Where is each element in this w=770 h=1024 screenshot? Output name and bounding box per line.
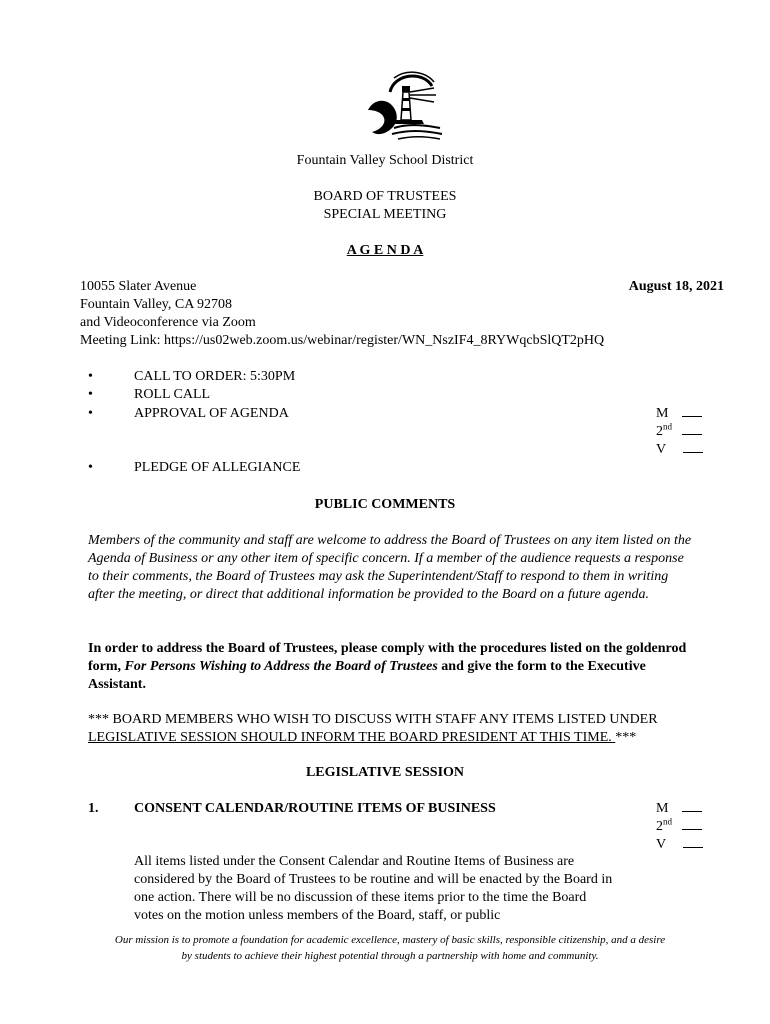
procedures-part-1: In order to address the Board of Trustees, please comply with the procedures listed on the goldenrod form,	[88, 641, 687, 674]
mission-footer	[60, 932, 720, 964]
motion-blank	[682, 405, 702, 417]
second-sup: nd	[663, 816, 672, 827]
district-name: Fountain Valley School District	[296, 153, 474, 168]
lighthouse-logo-icon	[364, 68, 444, 142]
motion-label: M	[656, 406, 669, 421]
item-1-title: CONSENT CALENDAR/ROUTINE ITEMS OF BUSINESS	[134, 801, 496, 816]
meeting-date: August 18, 2021	[628, 279, 724, 294]
address-line-3: and Videoconference via Zoom	[80, 315, 256, 330]
bullet-pledge: PLEDGE OF ALLEGIANCE	[134, 460, 301, 475]
vote-label: V	[656, 837, 667, 852]
bullet-icon: •	[88, 406, 93, 421]
bullet-roll-call: ROLL CALL	[134, 387, 211, 402]
agenda-heading: A G E N D A	[346, 243, 424, 258]
bullet-icon: •	[88, 460, 93, 475]
district-logo	[364, 68, 444, 142]
footer-line-2: by students to achieve their highest potential through a partnership with home and community.	[181, 950, 599, 962]
second-blank	[682, 423, 702, 435]
second-sup: nd	[663, 421, 672, 432]
notice-underlined: LEGISLATIVE SESSION SHOULD INFORM THE BOARD PRESIDENT AT THIS TIME.	[88, 730, 616, 745]
vote-blank	[683, 836, 703, 848]
footer-line-1: Our mission is to promote a foundation for academic excellence, mastery of basic skills, responsible citizenship, and a desire	[114, 934, 666, 946]
notice-line-2	[88, 729, 636, 747]
notice-line-1: *** BOARD MEMBERS WHO WISH TO DISCUSS WITH STAFF ANY ITEMS LISTED UNDER	[88, 712, 658, 727]
address-line-1: 10055 Slater Avenue	[80, 279, 197, 294]
second-blank	[682, 818, 702, 830]
bullet-approval-of-agenda: APPROVAL OF AGENDA	[134, 406, 289, 421]
notice-end: ***	[615, 730, 637, 745]
second-label: 2	[656, 424, 663, 439]
address-line-2: Fountain Valley, CA 92708	[80, 297, 233, 312]
public-comments-text: Members of the community and staff are welcome to address the Board of Trustees on any item listed on the Agenda of Business or any other item of specific concern. If a member of the audience requests a response to their comments, the Board of Trustees may ask the Superintendent/Staff to respond to them in writing after the meeting, or direct that additional information be provided to the Board on a future agenda.	[88, 533, 692, 602]
motion-label: M	[656, 801, 669, 816]
bullet-icon: •	[88, 369, 93, 384]
vote-blank	[683, 441, 703, 453]
meeting-type: SPECIAL MEETING	[323, 207, 447, 222]
public-comments-heading: PUBLIC COMMENTS	[314, 497, 456, 512]
form-name: For Persons Wishing to Address the Board of Trustees	[124, 659, 438, 674]
motion-vote-block-agenda	[656, 405, 716, 459]
meeting-link: Meeting Link: https://us02web.zoom.us/webinar/register/WN_NszIF4_8RYWqcbSlQT2pHQ	[80, 333, 605, 348]
procedures-text	[88, 640, 698, 694]
motion-blank	[682, 800, 702, 812]
procedures-part-2: and give the form to the Executive Assistant.	[88, 659, 646, 692]
legislative-heading: LEGISLATIVE SESSION	[305, 765, 465, 780]
board-title: BOARD OF TRUSTEES	[313, 189, 457, 204]
vote-label: V	[656, 442, 667, 457]
second-label: 2	[656, 819, 663, 834]
item-1-number: 1.	[88, 801, 99, 816]
bullet-call-to-order: CALL TO ORDER: 5:30PM	[134, 369, 296, 384]
bullet-icon: •	[88, 387, 93, 402]
item-1-text: All items listed under the Consent Calendar and Routine Items of Business are considered by the Board of Trustees to be routine and will be enacted by the Board in one action. There will be no discussion of these items prior to the time the Board votes on the motion unless members of the Board, staff, or public	[134, 854, 613, 923]
motion-vote-block-consent	[656, 800, 716, 854]
